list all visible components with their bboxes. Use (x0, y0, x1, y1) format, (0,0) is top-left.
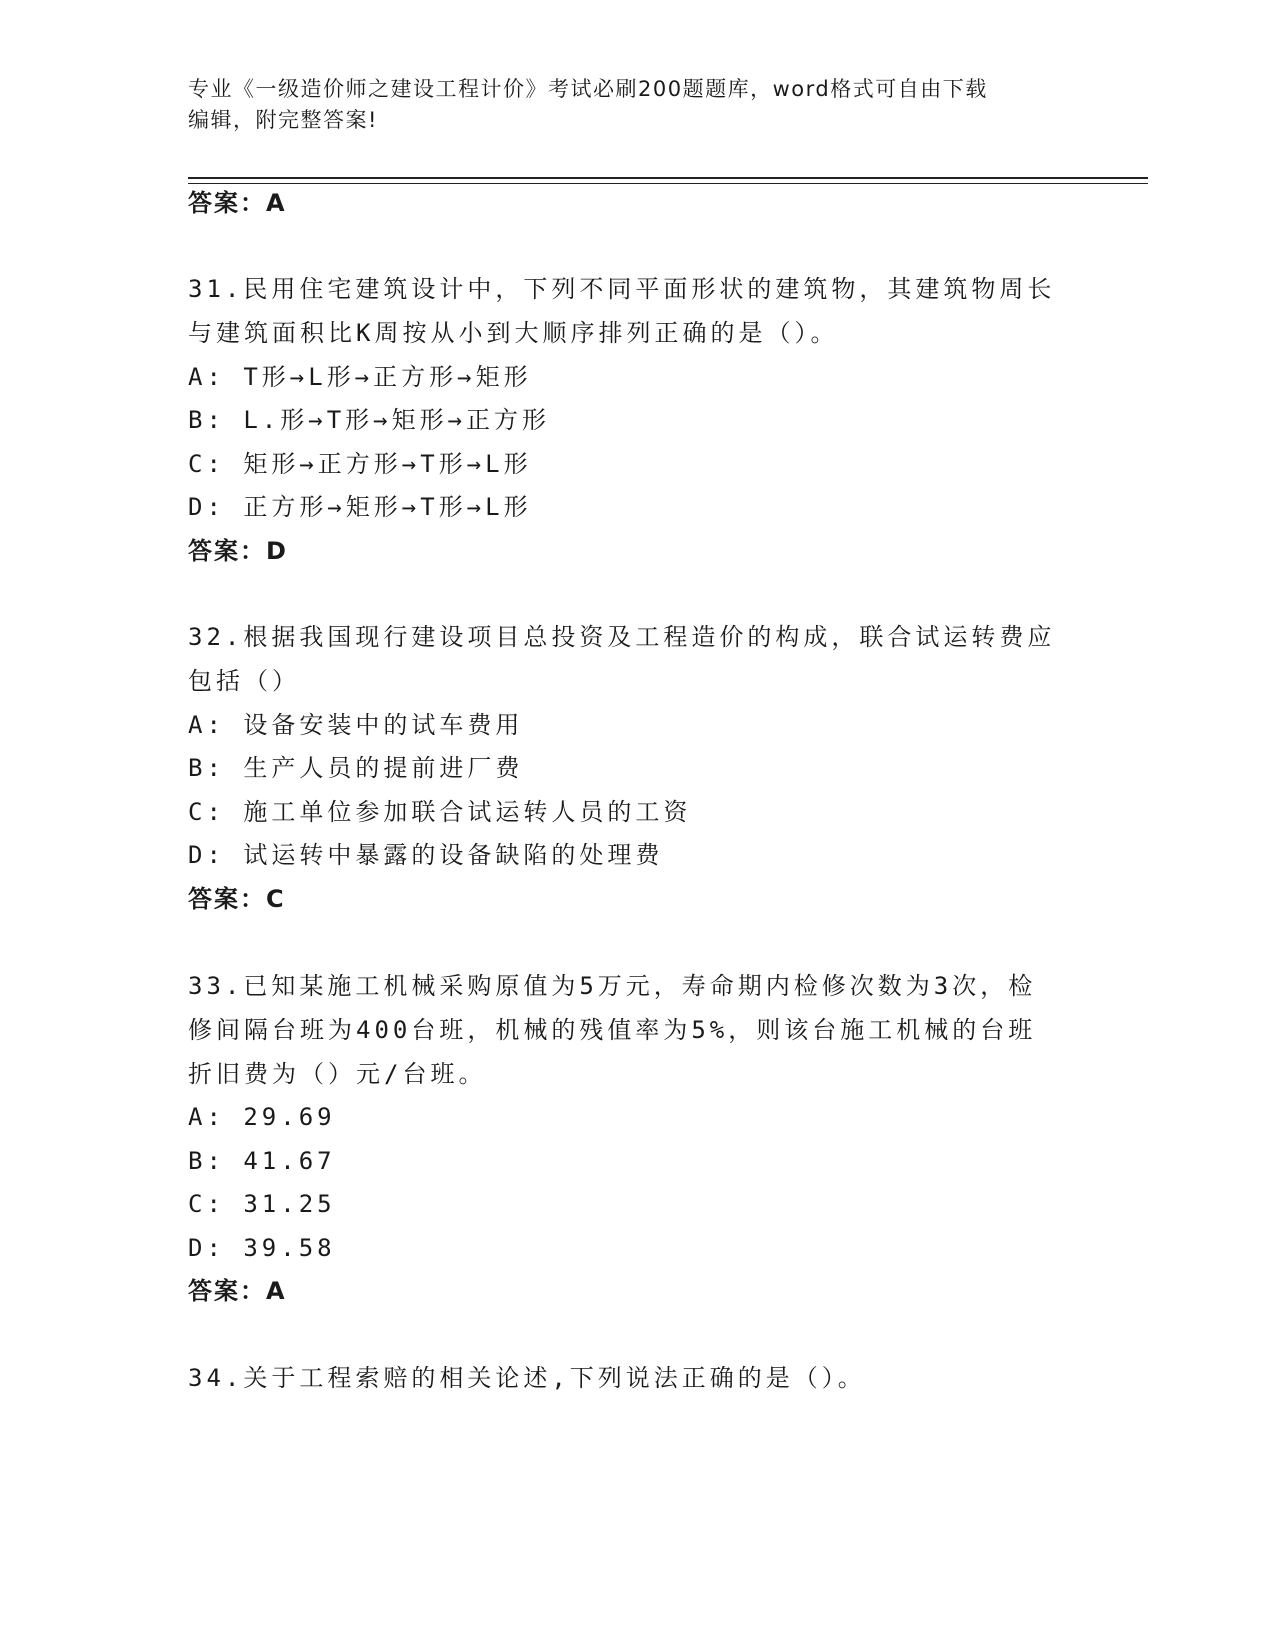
q32-option-a: A: 设备安装中的试车费用 (188, 711, 524, 739)
q32-answer: 答案：C (188, 885, 286, 913)
q32-stem-line-1: 32.根据我国现行建设项目总投资及工程造价的构成，联合试运转费应 (188, 623, 1056, 651)
q31-stem-line-1: 31.民用住宅建筑设计中，下列不同平面形状的建筑物，其建筑物周长 (188, 275, 1056, 303)
q31-option-b: B: L.形→T形→矩形→正方形 (188, 406, 551, 434)
q32-stem-line-2: 包括（） (188, 667, 300, 695)
q33-answer: 答案：A (188, 1277, 287, 1305)
answer-top: 答案：A (188, 189, 287, 217)
header-line-2: 编辑，附完整答案! (188, 108, 378, 132)
q33-stem-line-3: 折旧费为（）元/台班。 (188, 1060, 487, 1088)
q33-option-a: A: 29.69 (188, 1103, 336, 1131)
q31-option-a: A: T形→L形→正方形→矩形 (188, 363, 532, 391)
q34-stem-line-1: 34.关于工程索赔的相关论述,下列说法正确的是（）。 (188, 1364, 866, 1392)
q33-option-b: B: 41.67 (188, 1147, 336, 1175)
document-header (188, 74, 1088, 136)
q33-option-d: D: 39.58 (188, 1234, 336, 1262)
q32-option-b: B: 生产人员的提前进厂费 (188, 754, 524, 782)
header-line-1: 专业《一级造价师之建设工程计价》考试必刷200题题库，word格式可自由下载 (188, 77, 988, 101)
q31-stem-line-2: 与建筑面积比K周按从小到大顺序排列正确的是（）。 (188, 319, 839, 347)
header-divider-thin (188, 183, 1148, 184)
header-divider-thick (188, 177, 1148, 179)
q31-option-d: D: 正方形→矩形→T形→L形 (188, 493, 532, 521)
q33-stem-line-1: 33.已知某施工机械采购原值为5万元，寿命期内检修次数为3次，检 (188, 972, 1037, 1000)
q33-stem-line-2: 修间隔台班为400台班，机械的残值率为5%，则该台施工机械的台班 (188, 1016, 1037, 1044)
q32-option-c: C: 施工单位参加联合试运转人员的工资 (188, 798, 692, 826)
q32-option-d: D: 试运转中暴露的设备缺陷的处理费 (188, 841, 664, 869)
q31-option-c: C: 矩形→正方形→T形→L形 (188, 450, 532, 478)
q31-answer: 答案：D (188, 537, 288, 565)
q33-option-c: C: 31.25 (188, 1190, 336, 1218)
